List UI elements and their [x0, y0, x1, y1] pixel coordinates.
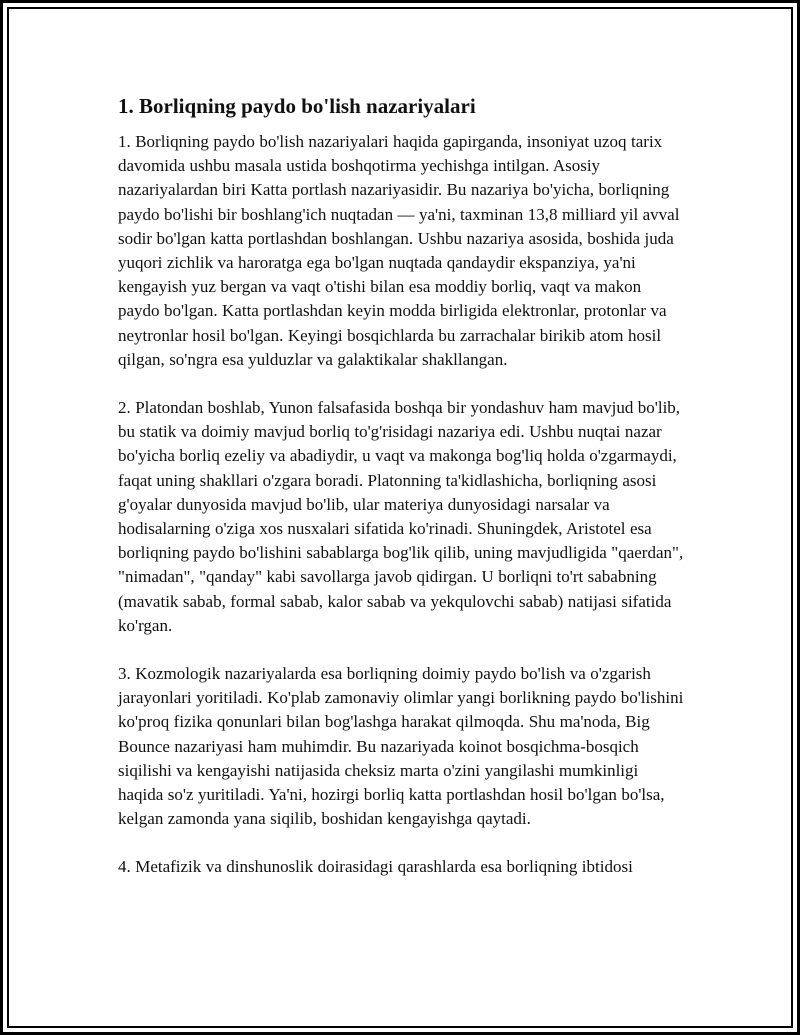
paragraph-3: 3. Kozmologik nazariyalarda esa borliqning doimiy paydo bo'lish va o'zgarish jarayonlari yoritiladi. Ko'plab zamonaviy olimlar yangi borlikning paydo bo'lishini ko'proq fizika qonunlari bilan bog'lashga harakat qilmoqda. Shu ma'noda, Big Bounce nazariyasi ham muhimdir. Bu nazariyada koinot bosqichma-bosqich siqilishi va kengayishi natijasida cheksiz marta o'zini yangilashi mumkinligi haqida so'z yuritiladi. Ya'ni, hozirgi borliq katta portlashdan hosil bo'lgan bo'lsa, kelgan zamonda yana siqilib, boshidan kengayishga qaytadi.: [118, 664, 684, 829]
document-title: 1. Borliqning paydo bo'lish nazariyalari: [118, 94, 476, 118]
document-body: [118, 92, 684, 904]
paragraph-4: 4. Metafizik va dinshunoslik doirasidagi qarashlarda esa borliqning ibtidosi: [118, 857, 633, 877]
paragraph-1: 1. Borliqning paydo bo'lish nazariyalari haqida gapirganda, insoniyat uzoq tarix davomida ushbu masala ustida boshqotirma yechishga intilgan. Asosiy nazariyalardan biri Katta portlash nazariyasidir. Bu nazariya bo'yicha, borliqning paydo bo'lishi bir boshlang'ich nuqtadan — ya'ni, taxminan 13,8 milliard yil avval sodir bo'lgan katta portlashdan boshlangan. Ushbu nazariya asosida, boshida juda yuqori zichlik va haroratga ega bo'lgan nuqtada qandaydir ekspanziya, ya'ni kengayish yuz bergan va vaqt o'tishi bilan esa moddiy borliq, vaqt va makon paydo bo'lgan. Katta portlashdan keyin modda birligida elektronlar, protonlar va neytronlar hosil bo'lgan. Keyingi bosqichlarda bu zarrachalar birikib atom hosil qilgan, so'ngra esa yulduzlar va galaktikalar shakllangan.: [118, 132, 680, 369]
paragraph-2: 2. Platondan boshlab, Yunon falsafasida boshqa bir yondashuv ham mavjud bo'lib, bu statik va doimiy mavjud borliq to'g'risidagi nazariya edi. Ushbu nuqtai nazar bo'yicha borliq ezeliy va abadiydir, u vaqt va makonga bog'liq holda o'zgarmaydi, faqat uning shakllari o'zgara boradi. Platonning ta'kidlashicha, borliqning asosi g'oyalar dunyosida mavjud bo'lib, ular materiya dunyosidagi narsalar va hodisalarning o'ziga xos nusxalari sifatida ko'rinadi. Shuningdek, Aristotel esa borliqning paydo bo'lishini sabablarga bog'lik qilib, uning mavjudligida "qaerdan", "nimadan", "qanday" kabi savollarga javob qidirgan. U borliqni to'rt sababning (mavatik sabab, formal sabab, kalor sabab va yekqulovchi sabab) natijasi sifatida ko'rgan.: [118, 398, 684, 635]
